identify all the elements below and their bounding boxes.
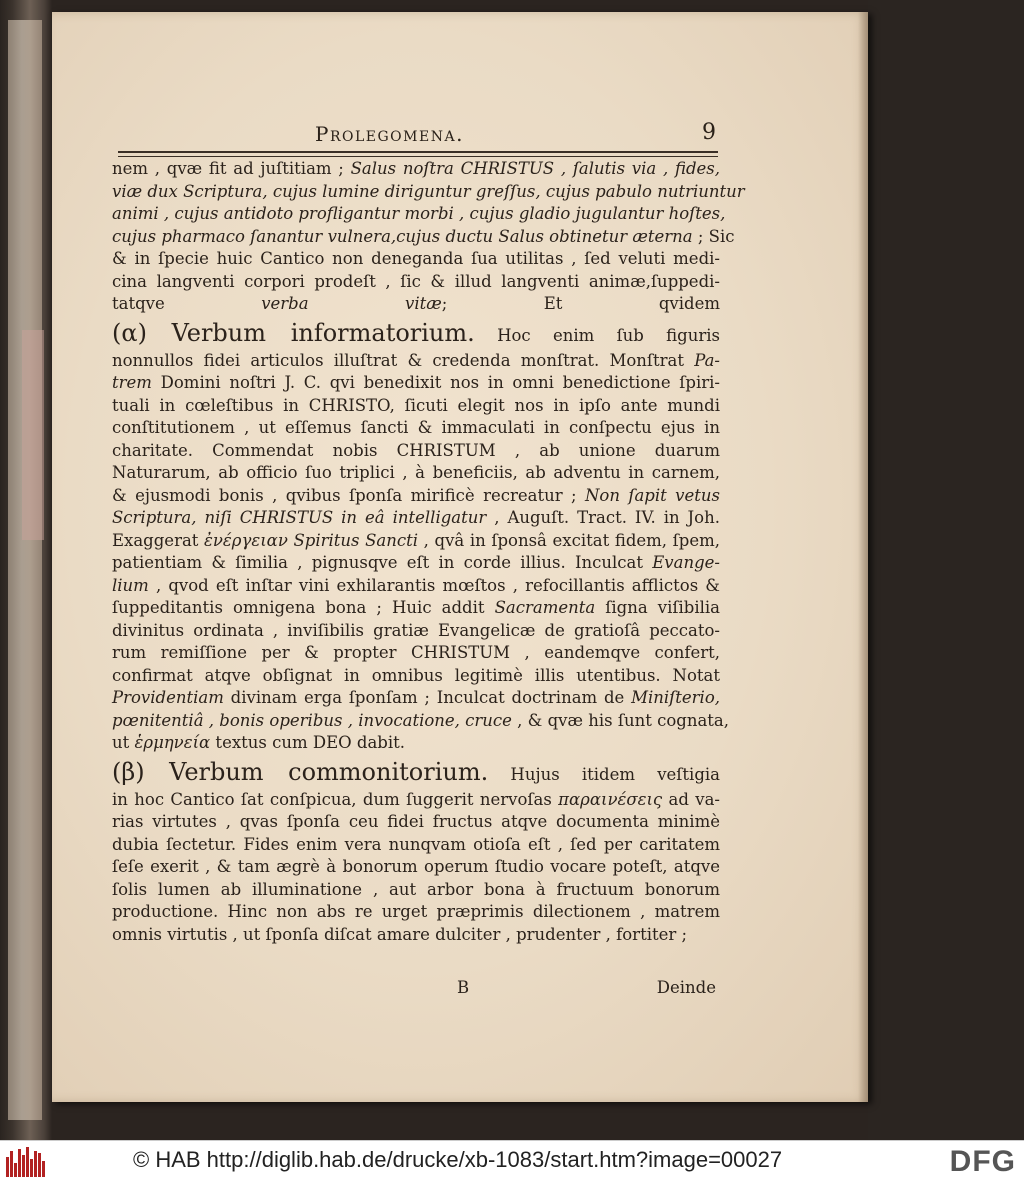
text-run: Naturarum, ab officio ſuo triplici , à beneficiis, ab adventu in carnem,: [112, 463, 720, 482]
text-line: [112, 271, 720, 294]
text-line: [112, 485, 720, 508]
italic-text: viæ dux Scriptura, cujus lumine diriguntur greſſus, cujus pabulo nutriuntur: [112, 181, 745, 201]
text-line: [112, 293, 720, 316]
text-line: [112, 732, 720, 755]
section-heading-line: [112, 755, 720, 789]
text-line: [112, 811, 720, 834]
text-line: [112, 710, 730, 733]
hab-logo-bar: [34, 1151, 37, 1177]
italic-text: trem: [112, 373, 152, 392]
italic-text: pœnitentiâ , bonis operibus , invocatione, cruce: [112, 710, 512, 730]
italic-text: Salus noſtra CHRISTUS , ſalutis via , fides,: [350, 159, 720, 178]
text-run: in hoc Cantico ſat conſpicua, dum ſuggerit nervoſas: [112, 789, 559, 809]
italic-text: Providentiam: [112, 688, 224, 707]
italic-text: παραινέσεις: [558, 789, 663, 809]
hab-logo-bar: [10, 1151, 13, 1177]
section-heading-line: [112, 316, 720, 350]
text-run: ; Sic: [692, 226, 735, 246]
italic-text: animi , cujus antidoto profligantur morbi , cujus gladio jugulantur hoſtes,: [112, 204, 726, 223]
text-run: ſolis lumen ab illuminatione , aut arbor bona à fructuum bonorum: [112, 879, 720, 899]
italic-text: ἐνέργειαν Spiritus Sancti: [204, 530, 419, 550]
text-run: Hujus itidem veſtigia: [488, 764, 720, 784]
text-line: [112, 226, 735, 249]
text-run: patientiam & ſimilia , pignusqve eſt in corde illius. Inculcat: [112, 553, 653, 572]
header-rule: [118, 151, 718, 157]
italic-text: verba vitæ: [261, 294, 442, 313]
text-run: ut: [112, 733, 135, 752]
text-line: [112, 856, 720, 879]
hab-logo-bar: [26, 1147, 29, 1177]
text-run: nonnullos fidei articulos illuſtrat & credenda monſtrat. Monſtrat: [112, 350, 695, 370]
footer-citation: © HAB http://diglib.hab.de/drucke/xb-1083/start.htm?image=00027: [133, 1147, 783, 1172]
text-run: rias virtutes , qvas ſponſa ceu fidei fructus atqve documenta minimè: [112, 812, 720, 831]
italic-text: ἑρμηνεία: [134, 733, 211, 752]
text-line: [112, 834, 720, 857]
text-run: ad va-: [662, 789, 721, 809]
text-line: [112, 924, 720, 947]
text-run: charitate. Commendat nobis CHRISTUM , ab unione duarum: [112, 440, 720, 460]
text-run: rum remiſſione per & propter CHRISTUM , eandemqve confert,: [112, 643, 720, 662]
text-line: [112, 181, 745, 204]
text-line: [112, 530, 720, 553]
text-line: [112, 879, 720, 902]
text-run: cina langventi corpori prodeſt , ſic & illud langventi animæ,ſuppedi-: [112, 271, 720, 291]
text-run: tatqve: [112, 294, 262, 313]
text-run: productione. Hinc non abs re urget præprimis dilectionem , matrem: [112, 902, 720, 921]
italic-text: Scriptura, niſi CHRISTUS in eâ intelligatur: [112, 508, 487, 527]
text-run: ; Et qvidem: [441, 294, 720, 313]
italic-text: Non ſapit vetus: [584, 485, 720, 505]
text-line: [112, 552, 720, 575]
adjacent-page-stain: [22, 330, 44, 540]
text-run: , & qvæ his ſunt cognata,: [511, 710, 730, 730]
text-run: , Auguſt. Tract. IV. in Joh.: [486, 508, 720, 527]
running-head-title: Prolegomena.: [315, 122, 464, 146]
hab-logo-bar: [30, 1159, 33, 1177]
text-run: ſuppeditantis omnigena bona ; Huic addit: [112, 598, 495, 617]
page-foot: [112, 978, 720, 1002]
text-run: textus cum DEO dabit.: [210, 733, 406, 752]
catchword: Deinde: [656, 978, 716, 997]
text-run: Domini noſtri J. C. qvi benedixit nos in omni benedictione ſpiri-: [151, 373, 720, 392]
text-line: [112, 687, 720, 710]
italic-text: Miniſterio,: [631, 688, 720, 707]
text-line: [112, 203, 726, 226]
text-run: divinitus ordinata , inviſibilis gratiæ Evangelicæ de gratioſâ peccato-: [112, 620, 720, 640]
text-line: [112, 462, 720, 485]
adjacent-page-edge: [8, 20, 42, 1120]
scan-right-margin: [868, 0, 1024, 1140]
text-run: & ejusmodi bonis , qvibus ſponſa mirificè recreatur ;: [112, 485, 585, 505]
text-line: [112, 372, 720, 395]
text-run: omnis virtutis , ut ſponſa diſcat amare dulciter , prudenter , fortiter ;: [112, 924, 688, 944]
viewer-footer: [0, 1140, 1024, 1183]
text-line: [112, 665, 720, 688]
hab-logo-bar: [38, 1153, 41, 1177]
text-run: Exaggerat: [112, 530, 205, 550]
text-run: ſigna viſibilia: [595, 598, 720, 617]
text-run: tuali in cœleſtibus in CHRISTO, ſicuti elegit nos in ipſo ante mundi: [112, 395, 720, 415]
text-line: [112, 507, 720, 530]
text-line: [112, 597, 720, 620]
italic-text: cujus pharmaco ſanantur vulnera,cujus ductu Salus obtinetur æterna: [112, 226, 693, 246]
text-line: [112, 575, 720, 598]
text-line: [112, 620, 720, 643]
section-heading: (β) Verbum commonitorium.: [112, 757, 489, 786]
hab-logo-bar: [6, 1157, 9, 1177]
hab-logo-bar: [22, 1155, 25, 1177]
text-line: [112, 901, 720, 924]
text-run: nem , qvæ fit ad juſtitiam ;: [112, 159, 351, 178]
body-text: [112, 158, 745, 946]
hab-logo-bar: [14, 1163, 17, 1177]
text-line: [112, 440, 720, 463]
text-run: , qvâ in ſponsâ excitat fidem, ſpem,: [418, 530, 720, 550]
text-run: , qvod eſt inſtar vini exhilarantis mœſtos , refocillantis afflictos &: [148, 575, 720, 595]
hab-logo-bar: [42, 1161, 45, 1177]
hab-logo-bar: [18, 1149, 21, 1177]
text-run: Hoc enim ſub figuris: [474, 325, 720, 345]
text-run: conſtitutionem , ut eſſemus ſancti & immaculati in conſpectu ejus in: [112, 418, 720, 437]
italic-text: Evange-: [652, 553, 720, 572]
text-line: [112, 158, 720, 181]
section-heading: (α) Verbum informatorium.: [112, 318, 475, 347]
page-number: 9: [702, 120, 716, 145]
text-line: [112, 642, 720, 665]
italic-text: Sacramenta: [494, 598, 596, 617]
text-run: divinam erga ſponſam ; Inculcat doctrinam de: [223, 688, 632, 707]
text-line: [112, 417, 720, 440]
text-run: confirmat atqve obſignat in omnibus legitimè illis utentibus. Notat: [112, 665, 720, 685]
signature-mark: B: [457, 978, 470, 997]
italic-text: Pa-: [694, 350, 720, 370]
italic-text: lium: [112, 575, 149, 595]
text-line: [112, 395, 720, 418]
dfg-logo: DFG: [949, 1145, 1016, 1178]
text-run: & in ſpecie huic Cantico non deneganda ſua utilitas , ſed veluti medi-: [112, 249, 720, 268]
text-line: [112, 248, 720, 271]
text-line: [112, 350, 720, 373]
text-run: ſeſe exerit , & tam ægrè à bonorum operum ſtudio vocare poteſt, atqve: [112, 857, 720, 876]
text-line: [112, 789, 720, 812]
text-run: dubia ſectetur. Fides enim vera nunqvam otioſa eſt , ſed per caritatem: [112, 834, 720, 854]
hab-logo-icon: [6, 1147, 46, 1177]
